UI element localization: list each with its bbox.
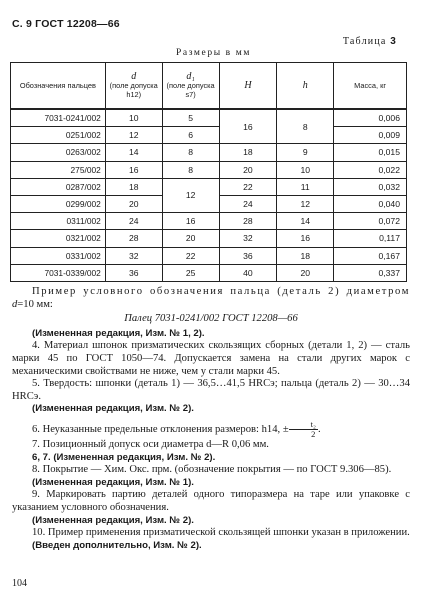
cell-h: 10 bbox=[277, 161, 334, 178]
table-row bbox=[11, 264, 407, 281]
cell-d1: 16 bbox=[162, 213, 219, 230]
cell-d: 20 bbox=[105, 195, 162, 212]
cell-d: 24 bbox=[105, 213, 162, 230]
cell-h: 11 bbox=[277, 178, 334, 195]
plus-minus-sign: ± bbox=[282, 423, 289, 435]
cell-name: 0299/002 bbox=[11, 195, 106, 212]
cell-name: 7031-0241/002 bbox=[11, 109, 106, 127]
paragraph-6-end: . bbox=[317, 423, 321, 435]
paragraph-5: 5. Твердость: шпонки (деталь 1) — 36,5…41,5 HRCэ; пальца (деталь 2) — 30…34 HRCэ. bbox=[12, 378, 410, 402]
cell-name: 0311/002 bbox=[11, 213, 106, 230]
cell-H: 16 bbox=[219, 109, 277, 144]
table-header-row bbox=[11, 63, 407, 110]
fraction-numerator: t₂ bbox=[289, 420, 318, 430]
cell-h: 14 bbox=[277, 213, 334, 230]
cell-h: 16 bbox=[277, 230, 334, 247]
example-designation: Палец 7031-0241/002 ГОСТ 12208—66 bbox=[124, 313, 298, 325]
cell-name: 0331/002 bbox=[11, 247, 106, 264]
table-row bbox=[11, 161, 407, 178]
table-row bbox=[11, 178, 407, 195]
cell-d: 32 bbox=[105, 247, 162, 264]
cell-d: 12 bbox=[105, 127, 162, 144]
page-header: С. 9 ГОСТ 12208—66 bbox=[12, 18, 120, 30]
table-caption: Размеры в мм bbox=[176, 48, 251, 58]
cell-d1: 5 bbox=[162, 109, 219, 127]
table-row bbox=[11, 109, 407, 127]
col-header-d1 bbox=[162, 63, 219, 110]
cell-d: 16 bbox=[105, 161, 162, 178]
cell-d: 18 bbox=[105, 178, 162, 195]
cell-h: 8 bbox=[277, 109, 334, 144]
cell-mass: 0,006 bbox=[334, 109, 407, 127]
col-d1-tolerance: (поле допуска s7) bbox=[166, 81, 215, 99]
cell-H: 40 bbox=[219, 264, 277, 281]
cell-name: 0321/002 bbox=[11, 230, 106, 247]
cell-d1: 8 bbox=[162, 161, 219, 178]
fraction bbox=[289, 420, 318, 439]
paragraph-9: 9. Маркировать партию деталей одного типоразмера на таре или упаковке с указанием условного обозначения. bbox=[12, 489, 410, 513]
col-h-symbol: h bbox=[302, 80, 308, 91]
col-header-h bbox=[277, 63, 334, 110]
table-row bbox=[11, 213, 407, 230]
table-row bbox=[11, 247, 407, 264]
cell-h: 20 bbox=[277, 264, 334, 281]
edition-note: 6, 7. (Измененная редакция, Изм. № 2). bbox=[32, 451, 216, 463]
cell-H: 22 bbox=[219, 178, 277, 195]
col-d1-symbol: d₁ bbox=[186, 71, 195, 82]
table-row bbox=[11, 230, 407, 247]
col-d-symbol: d bbox=[131, 71, 137, 82]
table-label-number: 3 bbox=[390, 36, 397, 47]
example-value: =10 мм: bbox=[17, 298, 53, 310]
example-variable: d bbox=[12, 298, 18, 310]
cell-mass: 0,032 bbox=[334, 178, 407, 195]
table-row bbox=[11, 144, 407, 161]
table-label-word: Таблица bbox=[342, 36, 387, 47]
cell-H: 28 bbox=[219, 213, 277, 230]
col-header-mass: Масса, кг bbox=[334, 63, 407, 110]
cell-d: 14 bbox=[105, 144, 162, 161]
cell-mass: 0,040 bbox=[334, 195, 407, 212]
cell-d: 28 bbox=[105, 230, 162, 247]
cell-H: 18 bbox=[219, 144, 277, 161]
page-number: 104 bbox=[12, 578, 27, 589]
example-paragraph bbox=[12, 286, 410, 311]
edition-note: (Измененная редакция, Изм. № 1). bbox=[32, 476, 194, 488]
col-d-tolerance: (поле допуска h12) bbox=[109, 81, 158, 99]
cell-H: 20 bbox=[219, 161, 277, 178]
cell-d1: 8 bbox=[162, 144, 219, 161]
cell-d1: 6 bbox=[162, 127, 219, 144]
fraction-denominator: 2 bbox=[311, 428, 316, 439]
cell-mass: 0,117 bbox=[334, 230, 407, 247]
cell-d: 36 bbox=[105, 264, 162, 281]
cell-name: 0263/002 bbox=[11, 144, 106, 161]
edition-note: (Измененная редакция, Изм. № 1, 2). bbox=[32, 327, 205, 339]
table-label bbox=[343, 36, 397, 47]
col-header-d bbox=[105, 63, 162, 110]
cell-name: 0251/002 bbox=[11, 127, 106, 144]
cell-name: 275/002 bbox=[11, 161, 106, 178]
cell-d1: 25 bbox=[162, 264, 219, 281]
cell-mass: 0,167 bbox=[334, 247, 407, 264]
paragraph-4: 4. Материал шпонок призматических скользящих сборных (детали 1, 2) — сталь марки 45 по ГОСТ 1050—74. Допускается замена на стали других марок с механическими свойствами не ниже, чем у стали марки 45. bbox=[12, 340, 410, 377]
cell-H: 24 bbox=[219, 195, 277, 212]
edition-note: (Введен дополнительно, Изм. № 2). bbox=[32, 539, 202, 551]
paragraph-6-text: 6. Неуказанные предельные отклонения размеров: h14, bbox=[32, 423, 281, 435]
cell-d1: 20 bbox=[162, 230, 219, 247]
dimensions-table bbox=[10, 62, 407, 282]
cell-mass: 0,072 bbox=[334, 213, 407, 230]
cell-h: 9 bbox=[277, 144, 334, 161]
col-header-name: Обозначения пальцев bbox=[11, 63, 106, 110]
cell-mass: 0,337 bbox=[334, 264, 407, 281]
body-text bbox=[12, 286, 410, 552]
cell-h: 18 bbox=[277, 247, 334, 264]
cell-mass: 0,009 bbox=[334, 127, 407, 144]
paragraph-6 bbox=[12, 420, 410, 439]
table-row bbox=[11, 127, 407, 144]
edition-note: (Измененная редакция, Изм. № 2). bbox=[32, 403, 194, 415]
col-header-H bbox=[219, 63, 277, 110]
cell-H: 36 bbox=[219, 247, 277, 264]
cell-d1: 22 bbox=[162, 247, 219, 264]
cell-d: 10 bbox=[105, 109, 162, 127]
cell-mass: 0,022 bbox=[334, 161, 407, 178]
cell-d1: 12 bbox=[162, 178, 219, 212]
paragraph-10: 10. Пример применения призматической скользящей шпонки указан в приложении. bbox=[32, 527, 410, 539]
example-text: Пример условного обозначения пальца (деталь 2) диаметром bbox=[32, 286, 410, 297]
cell-H: 32 bbox=[219, 230, 277, 247]
paragraph-7: 7. Позиционный допуск оси диаметра d—R 0,06 мм. bbox=[32, 438, 269, 450]
paragraph-8: 8. Покрытие — Хим. Окс. прм. (обозначение покрытия — по ГОСТ 9.306—85). bbox=[32, 464, 392, 476]
cell-name: 7031-0339/002 bbox=[11, 264, 106, 281]
edition-note: (Измененная редакция, Изм. № 2). bbox=[32, 514, 194, 526]
cell-name: 0287/002 bbox=[11, 178, 106, 195]
col-H-symbol: H bbox=[244, 80, 252, 91]
cell-mass: 0,015 bbox=[334, 144, 407, 161]
cell-h: 12 bbox=[277, 195, 334, 212]
